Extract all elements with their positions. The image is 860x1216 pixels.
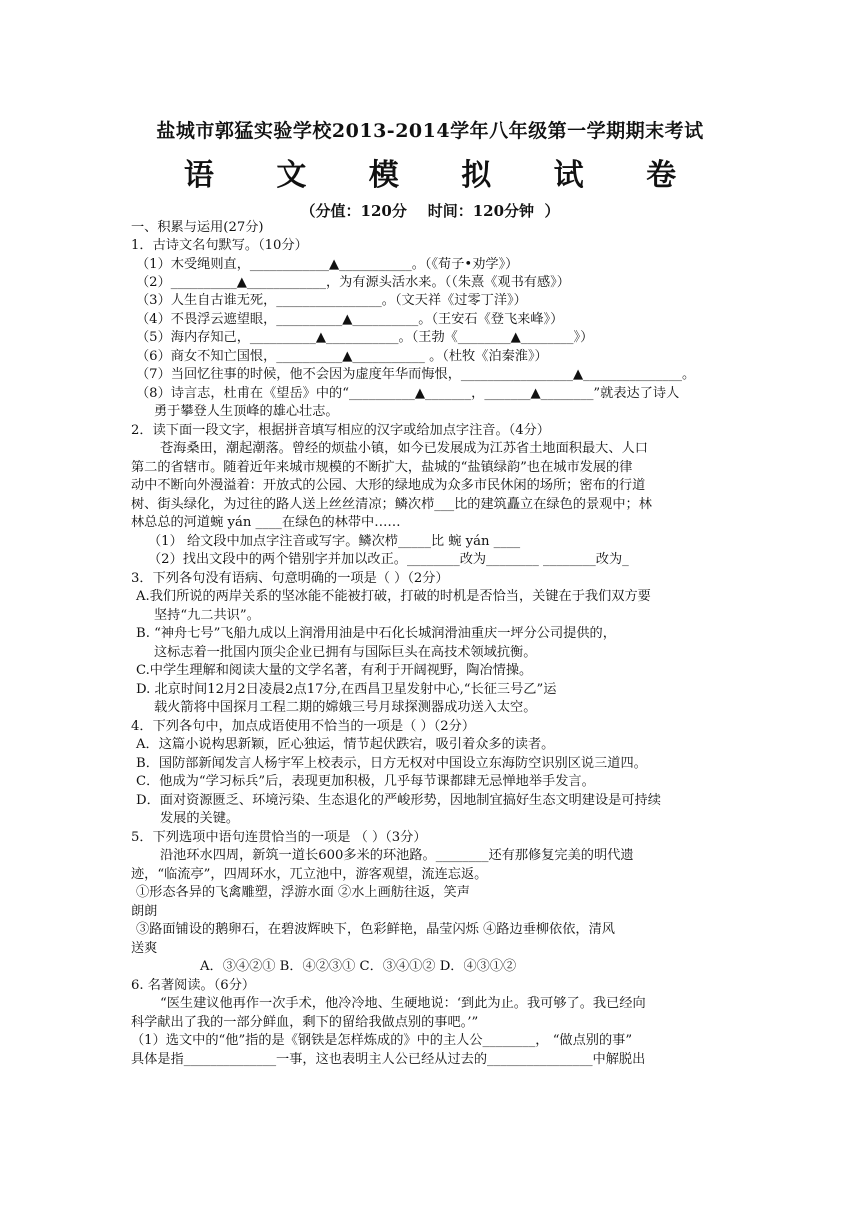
question-1-item-3: （3）人生自古谁无死，________________。（文天祥《过零丁洋》） <box>136 293 527 308</box>
exam-subtitle: 语 文 模 拟 试 卷 <box>183 158 703 193</box>
question-3-option-d-continued: 载火箭将中国探月工程二期的嫦娥三号月球探测器成功送入太空。 <box>154 700 537 715</box>
question-3-option-b: B. “神舟七号”飞船九成以上润滑用油是中石化长城润滑油重庆一坪分公司提供的， <box>136 626 616 641</box>
question-2-heading: 2．读下面一段文字，根据拼音填写相应的汉字或给加点字注音。（4分） <box>131 423 550 438</box>
question-5-heading: 5．下列选项中语句连贯恰当的一项是 （ ）（3分） <box>131 830 427 845</box>
passage-line: 动中不断向外漫溢着：开放式的公园、大形的绿地成为众多市民休闲的场所；密布的行道 <box>131 478 646 493</box>
question-5-choices: ③路面铺设的鹅卵石，在碧波辉映下，色彩鲜艳，晶莹闪烁 ④路边垂柳依依，清风 <box>136 922 615 937</box>
question-2-sub-1: （1） 给文段中加点字注音或写字。鳞次栉_____比 蜿 yán ____ <box>148 534 521 549</box>
question-4-option-a: A．这篇小说构思新颖，匠心独运，情节起伏跌宕，吸引着众多的读者。 <box>136 737 555 752</box>
question-5-passage: 迹，“临流亭”，四周环水，兀立池中，游客观望，流连忘返。 <box>131 867 488 882</box>
question-1-heading: 1．古诗文名句默写。（10分） <box>131 238 308 253</box>
question-6-quote: “医生建议他再作一次手术，他冷冷地、生硬地说：‘到此为止。我可够了。我已经向 <box>160 996 646 1011</box>
question-1-item-8: （8）诗言志，杜甫在《望岳》中的“__________▲_______，_______▲________”就表达了诗人 <box>136 386 680 401</box>
exam-title: 盐城市郭猛实验学校2013-2014学年八年级第一学期期末考试 <box>156 120 704 142</box>
question-2-sub-2: （2）找出文段中的两个错别字并加以改正。________改为________ ________改为_ <box>148 552 629 567</box>
question-6-quote-continued: 科学献出了我的一部分鲜血，剩下的留给我做点别的事吧。’” <box>131 1015 479 1030</box>
question-4-option-d-continued: 发展的关键。 <box>160 811 240 826</box>
question-4-option-b: B．国防部新闻发言人杨宇军上校表示，日方无权对中国设立东海防空识别区说三道四。 <box>136 756 647 771</box>
passage-line: 林总总的河道蜿 yán ____在绿色的林带中…… <box>131 515 401 530</box>
question-1-item-8-continued: 勇于攀登人生顶峰的雄心壮志。 <box>154 404 339 419</box>
question-5-choices-continued: 送爽 <box>131 941 158 956</box>
question-3-heading: 3．下列各句没有语病、句意明确的一项是（ ）（2分） <box>131 571 449 586</box>
question-1-item-1: （1）木受绳则直，____________▲___________。（《荀子•劝学》） <box>136 257 519 272</box>
question-3-option-d: D. 北京时间12月2日凌晨2点17分,在西昌卫星发射中心,“长征三号乙”运 <box>136 682 557 697</box>
question-1-item-6: （6）商女不知亡国恨，__________▲___________ 。（杜牧《泊秦淮》） <box>136 349 548 364</box>
section-heading: 一、积累与运用(27分) <box>131 220 264 235</box>
exam-score-time: （分值：120分 时间：120分钟 ） <box>300 202 560 220</box>
question-4-option-d: D．面对资源匮乏、环境污染、生态退化的严峻形势，因地制宜搞好生态文明建设是可持续 <box>136 793 661 808</box>
question-1-item-7: （7）当回忆往事的时候，他不会因为虚度年华而悔恨，_________________▲_______________。 <box>136 367 696 382</box>
question-4-heading: 4．下列各句中，加点成语使用不恰当的一项是（ ）（2分） <box>131 719 476 734</box>
question-3-option-c: C.中学生理解和阅读大量的文学名著，有利于开阔视野，陶冶情操。 <box>136 663 533 678</box>
passage-line: 苍海桑田，潮起潮落。曾经的烦盐小镇，如今已发展成为江苏省土地面积最大、人口 <box>160 441 648 456</box>
question-1-item-5: （5）海内存知己，__________▲___________。（王勃《________▲________》） <box>136 330 594 345</box>
question-5-options: A．③④②① B．④②③① C．③④①② D．④③①② <box>200 959 517 974</box>
question-6-sub-1-continued: 具体是指______________一事，这也表明主人公已经从过去的________________中解脱出 <box>131 1052 646 1067</box>
question-3-option-a-continued: 坚持“九二共识”。 <box>154 608 260 623</box>
question-1-item-2: （2）__________▲____________，为有源头活水来。（（朱熹《观书有感》） <box>136 275 570 290</box>
question-6-sub-1: （1）选文中的“他”指的是《钢铁是怎样炼成的》中的主人公________， “做点别的事” <box>131 1033 633 1048</box>
question-5-choices: ①形态各异的飞禽雕塑，浮游水面 ②水上画舫往返，笑声 <box>136 885 470 900</box>
question-1-item-4: （4）不畏浮云遮望眼，__________▲__________。（王安石《登飞来峰》） <box>136 312 564 327</box>
question-3-option-b-continued: 这标志着一批国内顶尖企业已拥有与国际巨头在高技术领域抗衡。 <box>154 645 537 660</box>
question-5-choices-continued: 朗朗 <box>131 904 158 919</box>
question-5-passage: 沿池环水四周，新筑一道长600多米的环池路。________还有那修复完美的明代遗 <box>160 848 634 863</box>
question-3-option-a: A.我们所说的两岸关系的坚冰能不能被打破，打破的时机是否恰当，关键在于我们双方要 <box>136 589 651 604</box>
passage-line: 第二的省辖市。随着近年来城市规模的不断扩大，盐城的“盐镇绿韵”也在城市发展的律 <box>131 460 633 475</box>
question-4-option-c: C．他成为“学习标兵”后，表现更加积极，几乎每节课都肆无忌惮地举手发言。 <box>136 774 595 789</box>
question-6-heading: 6. 名著阅读。（6分） <box>131 978 256 993</box>
passage-line: 树、街头绿化，为过往的路人送上丝丝清凉；鳞次栉___比的建筑矗立在绿色的景观中；林 <box>131 497 652 512</box>
